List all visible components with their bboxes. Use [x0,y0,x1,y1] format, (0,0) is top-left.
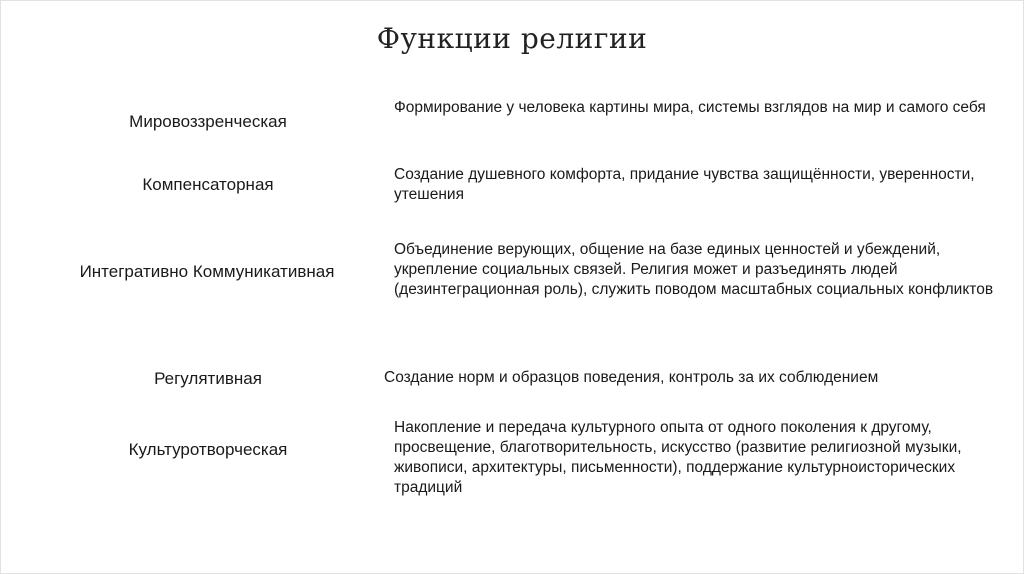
function-term-culture-creating: Культуротворческая [128,440,288,459]
function-term-compensatory: Компенсаторная [142,175,274,194]
function-term-regulatory: Регулятивная [154,369,262,388]
slide-title: Функции религии [376,22,648,55]
function-description-regulatory: Создание норм и образцов поведения, контроль за их соблюдением [384,369,879,386]
function-term-integrative: Интегративно Коммуникативная [79,262,335,281]
function-description-culture-creating: Накопление и передача культурного опыта от одного поколения к другому, просвещение, благотворительность, искусство (развитие религиозной музыки, живописи, архитектуры, письменности), поддержание культурноисторических традиций [394,419,962,496]
function-term-worldview: Мировоззренческая [129,112,287,131]
function-description-compensatory: Создание душевного комфорта, придание чувства защищённости, уверенности, утешения [394,166,975,203]
function-description-worldview: Формирование у человека картины мира, системы взглядов на мир и самого себя [394,99,986,116]
function-description-integrative: Объединение верующих, общение на базе единых ценностей и убеждений, укрепление социальных связей. Религия может и разъединять людей (дезинтеграционная роль), служить поводом масштабных социальных конфликтов [394,241,994,298]
